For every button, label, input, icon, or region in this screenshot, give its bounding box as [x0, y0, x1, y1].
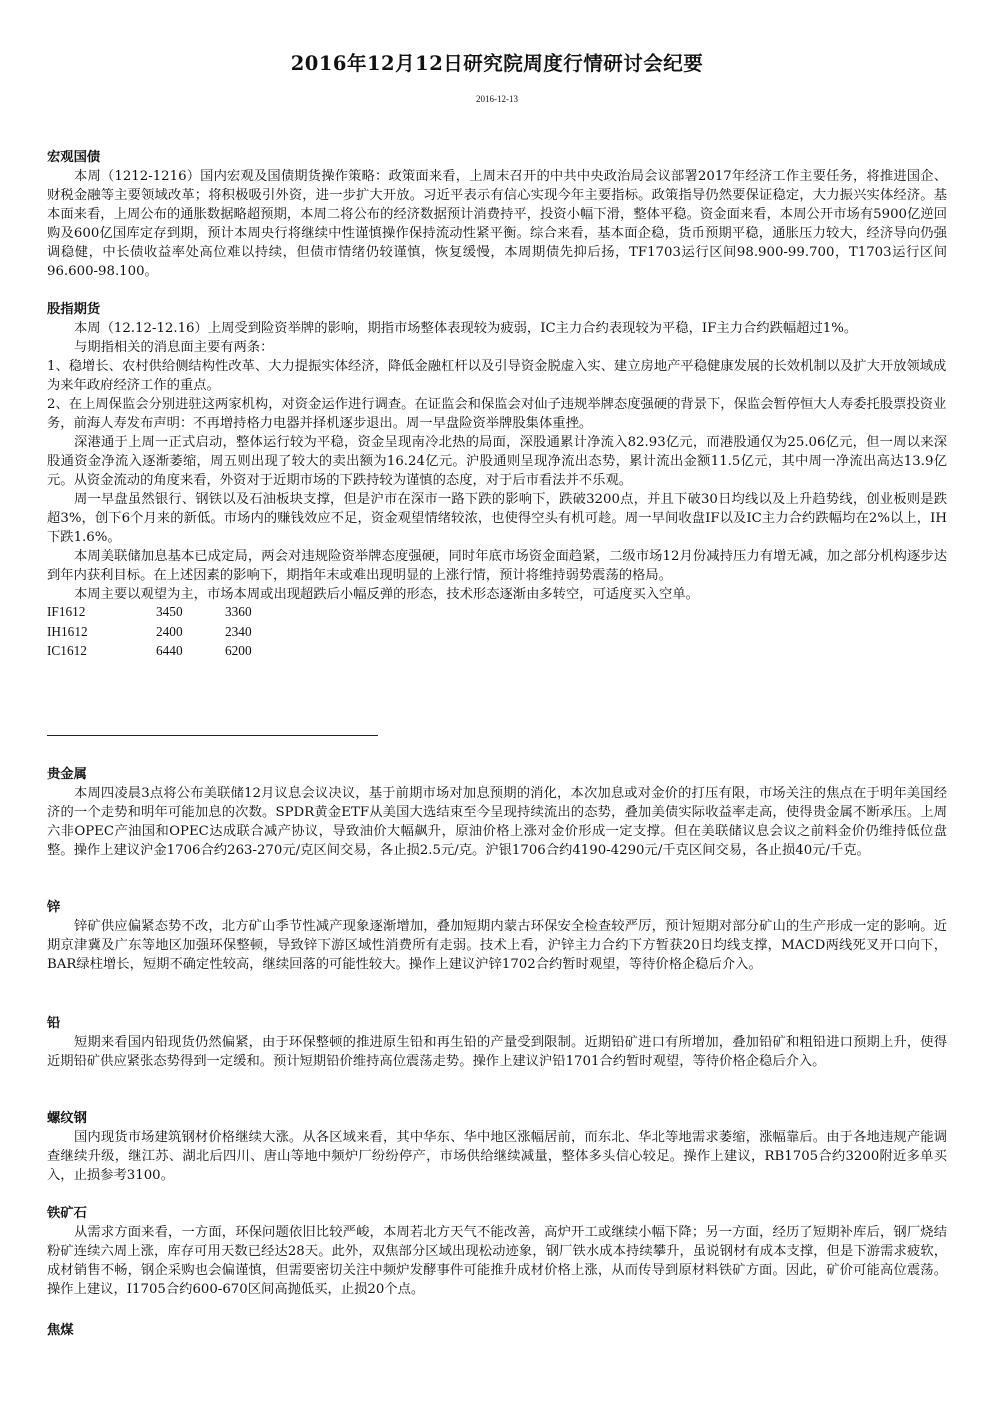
section-zinc [47, 898, 947, 974]
table-row [47, 624, 285, 644]
section-macro [47, 148, 947, 281]
list-item: 2、在上周保监会分别进驻这两家机构，对资金运作进行调查。在证监会和保监会对仙子违规举牌态度强硬的背景下，保监会暂停恒大人寿委托股票投资业务，前海人寿发布声明：不再增持格力电器并择机逐步退出。周一早盘险资举牌股集体重挫。 [47, 397, 947, 431]
contract-code: IH1612 [47, 623, 88, 639]
section-rebar [47, 1109, 947, 1185]
price-value: 2340 [225, 623, 252, 639]
section-heading: 贵金属 [47, 767, 87, 782]
quotes-table [47, 604, 285, 663]
section-precious-metals [47, 765, 947, 860]
paragraph: 从需求方面来看，一方面，环保问题依旧比较严峻，本周若北方天气不能改善，高炉开工或继续小幅下降；另一方面，经历了短期补库后，钢厂烧结粉矿连续六周上涨，库存可用天数已经达28天。此外，双焦部分区域出现松动迹象，钢厂铁水成本持续攀升，虽说钢材有成本支撑，但是下游需求疲软，成材销售不畅，钢企采购也会偏谨慎，但需要密切关注中频炉发酵事件可能推升成材价格上涨，从而传导到原材料铁矿方面。因此，矿价可能高位震荡。操作上建议，I1705合约600-670区间高抛低买，止损20个点。 [47, 1225, 947, 1297]
table-row [47, 643, 285, 663]
price-value: 3360 [225, 604, 252, 619]
section-heading: 铅 [47, 1016, 61, 1031]
paragraph: 本周（12.12-12.16）上周受到险资举牌的影响，期指市场整体表现较为疲弱，IC主力合约表现较为平稳，IF主力合约跌幅超过1%。 [74, 321, 858, 336]
paragraph: 本周主要以观望为主，市场本周或出现超跌后小幅反弹的形态，技术形态逐渐由多转空，可适度买入空单。 [74, 587, 699, 602]
section-coking-coal [47, 1321, 947, 1340]
document-date: 2016-12-13 [476, 94, 518, 104]
section-stock-index [47, 300, 947, 663]
section-heading: 螺纹钢 [47, 1111, 87, 1126]
list-item: 1、稳增长、农村供给侧结构性改革、大力提振实体经济，降低金融杠杆以及引导资金脱虚入实、建立房地产平稳健康发展的长效机制以及扩大开放领域成为来年政府经济工作的重点。 [47, 359, 947, 393]
section-heading: 焦煤 [47, 1323, 74, 1338]
price-value: 6200 [225, 643, 252, 658]
price-value: 6440 [156, 643, 183, 658]
section-divider [47, 735, 378, 736]
paragraph: 本周（1212-1216）国内宏观及国债期货操作策略：政策面来看，上周末召开的中共中央政治局会议部署2017年经济工作主要任务，将推进国企、财税金融等主要领域改革；将积极吸引外资，进一步扩大开放。习近平表示有信心实现今年主要指标。政策指导仍然要保证稳定，大力振兴实体经济。基本面来看，上周公布的通胀数据略超预期，本周二将公布的经济数据预计消费持平，投资小幅下滑，整体平稳。资金面来看，本周公开市场有5900亿逆回购及600亿国库定存到期，预计本周央行将继续中性谨慎操作保持流动性紧平衡。综合来看，基本面企稳，货币预期平稳，通胀压力较大，经济导向仍强调稳健，中长债收益率处高位难以持续，但债市情绪仍较谨慎，恢复缓慢，本周期债先抑后扬，TF1703运行区间98.900-99.700，T1703运行区间96.600-98.100。 [47, 169, 947, 279]
section-lead [47, 1014, 947, 1071]
contract-code: IF1612 [47, 604, 86, 619]
paragraph: 锌矿供应偏紧态势不改，北方矿山季节性减产现象逐渐增加，叠加短期内蒙古环保安全检查较严厉，预计短期对部分矿山的生产形成一定的影响。近期京津冀及广东等地区加强环保整顿，导致锌下游区域性消费所有走弱。技术上看，沪锌主力合约下方暂获20日均线支撑，MACD两线死叉开口向下，BAR绿柱增长，短期不确定性较高，继续回落的可能性较大。操作上建议沪锌1702合约暂时观望，等待价格企稳后介入。 [47, 919, 947, 972]
section-iron-ore [47, 1204, 947, 1299]
paragraph: 短期来看国内铅现货仍然偏紧，由于环保整顿的推进原生铅和再生铅的产量受到限制。近期铅矿进口有所增加，叠加铅矿和粗铅进口预期上升，使得近期铅矿供应紧张态势得到一定缓和。预计短期铅价维持高位震荡走势。操作上建议沪铅1701合约暂时观望，等待价格企稳后介入。 [47, 1035, 947, 1069]
paragraph: 国内现货市场建筑钢材价格继续大涨。从各区域来看，其中华东、华中地区涨幅居前，而东北、华北等地需求萎缩，涨幅靠后。由于各地违规产能调查继续升级，继江苏、湖北后四川、唐山等地中频炉厂纷纷停产，市场供给继续减量，整体多头信心较足。操作上建议，RB1705合约3200附近多单买入，止损参考3100。 [47, 1130, 947, 1183]
section-heading: 锌 [47, 900, 61, 915]
document-title: 2016年12月12日研究院周度行情研讨会纪要 [290, 52, 704, 75]
table-row [47, 604, 285, 624]
paragraph: 周一早盘虽然银行、钢铁以及石油板块支撑，但是沪市在深市一路下跌的影响下，跌破3200点，并且下破30日均线以及上升趋势线，创业板则是跌超3%，创下6个月来的新低。市场内的赚钱效应不足，资金观望情绪较浓，也使得空头有机可趁。周一早间收盘IF以及IC主力合约跌幅均在2%以上，IH下跌1.6%。 [47, 492, 947, 545]
price-value: 2400 [156, 623, 183, 639]
paragraph: 本周美联储加息基本已成定局，两会对违规险资举牌态度强硬，同时年底市场资金面趋紧，二级市场12月份减持压力有增无减，加之部分机构逐步达到年内获利目标。在上述因素的影响下，期指年末或难出现明显的上涨行情，预计将维持弱势震荡的格局。 [47, 549, 947, 583]
section-heading: 铁矿石 [47, 1206, 87, 1221]
paragraph: 本周四凌晨3点将公布美联储12月议息会议决议，基于前期市场对加息预期的消化，本次加息或对金价的打压有限，市场关注的焦点在于明年美国经济的一个走势和明年可能加息的次数。SPDR黄金ETF从美国大选结束至今呈现持续流出的态势，叠加美债实际收益率走高，使得贵金属不断承压。上周六非OPEC产油国和OPEC达成联合减产协议，导致油价大幅飙升，原油价格上涨对金价形成一定支撑。但在美联储议息会议之前料金价仍维持低位盘整。操作上建议沪金1706合约263-270元/克区间交易，各止损2.5元/克。沪银1706合约4190-4290元/千克区间交易，各止损40元/千克。 [47, 786, 947, 858]
contract-code: IC1612 [47, 643, 87, 658]
section-heading: 宏观国债 [47, 150, 101, 165]
paragraph: 与期指相关的消息面主要有两条： [74, 340, 274, 355]
price-value: 3450 [156, 604, 183, 619]
paragraph: 深港通于上周一正式启动，整体运行较为平稳，资金呈现南冷北热的局面，深股通累计净流入82.93亿元，而港股通仅为25.06亿元，但一周以来深股通资金净流入逐渐萎缩，周五则出现了较大的卖出额为16.24亿元。沪股通则呈现净流出态势，累计流出金额11.5亿元，其中周一净流出高达13.9亿元。从资金流动的角度来看，外资对于近期市场的下跌持较为谨慎的态度，对于后市看法并不乐观。 [47, 435, 947, 488]
section-heading: 股指期货 [47, 302, 101, 317]
